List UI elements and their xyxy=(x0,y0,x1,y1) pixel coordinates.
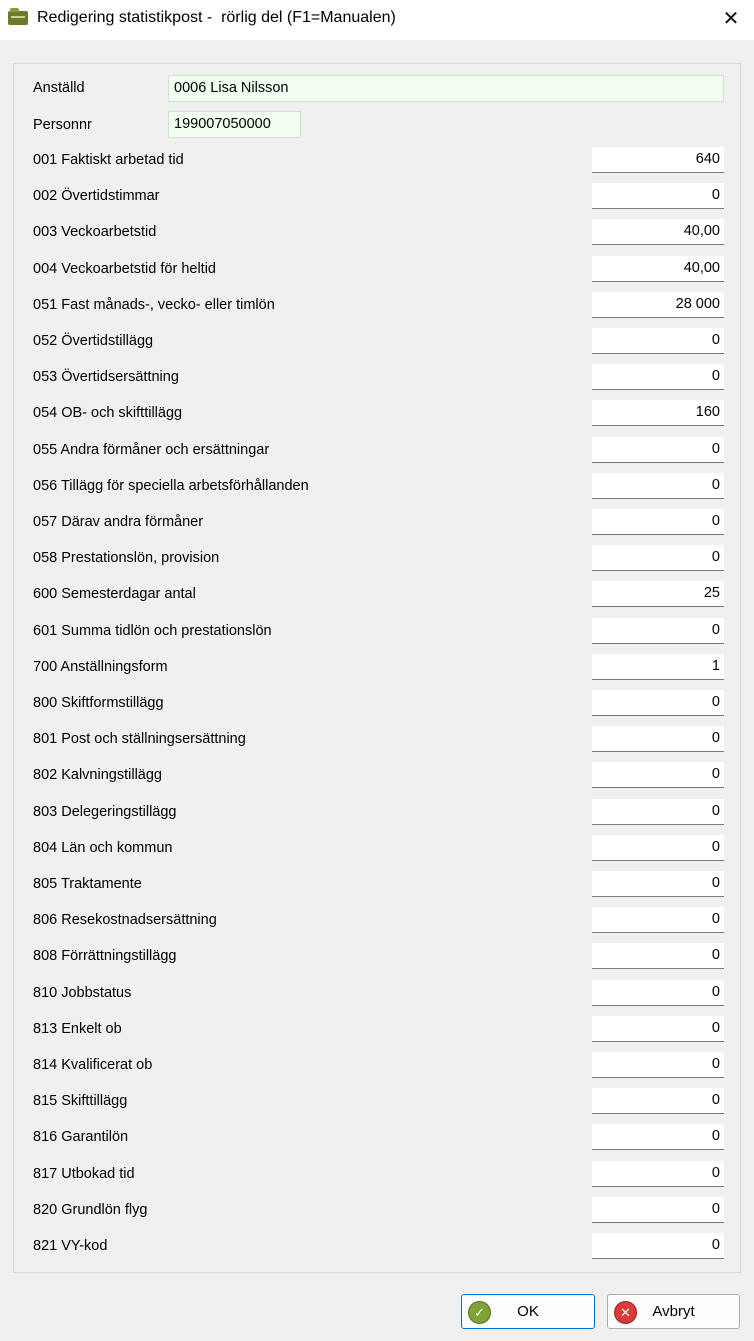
field-value-input[interactable]: 40,00 xyxy=(592,256,724,282)
field-label: 817 Utbokad tid xyxy=(33,1165,135,1182)
field-value-input[interactable]: 0 xyxy=(592,1161,724,1187)
field-value-input[interactable]: 0 xyxy=(592,690,724,716)
field-value-input[interactable]: 0 xyxy=(592,545,724,571)
field-label: 058 Prestationslön, provision xyxy=(33,550,220,567)
field-value-input[interactable]: 0 xyxy=(592,943,724,969)
cancel-icon: ✕ xyxy=(614,1301,637,1324)
field-value-input[interactable]: 0 xyxy=(592,328,724,354)
field-label: 053 Övertidsersättning xyxy=(33,369,179,386)
ok-button-label: OK xyxy=(517,1303,539,1320)
field-value-input[interactable]: 0 xyxy=(592,183,724,209)
field-value-input[interactable]: 0 xyxy=(592,618,724,644)
field-label: 816 Garantilön xyxy=(33,1129,129,1146)
field-value-input[interactable]: 0 xyxy=(592,473,724,499)
field-label: 814 Kvalificerat ob xyxy=(33,1057,153,1073)
field-value-input[interactable]: 640 xyxy=(592,147,724,173)
title-bar xyxy=(0,0,754,40)
field-value-input[interactable]: 0 xyxy=(592,799,724,825)
field-value-input[interactable]: 0 xyxy=(592,437,724,463)
field-label: 804 Län och kommun xyxy=(33,839,173,856)
field-value-input[interactable]: 25 xyxy=(592,581,724,607)
field-label: 813 Enkelt ob xyxy=(33,1020,122,1037)
field-label: 055 Andra förmåner och ersättningar xyxy=(33,441,270,458)
personnr-label: Personnr xyxy=(33,117,92,133)
employee-label: Anställd xyxy=(33,80,85,96)
field-label: 700 Anställningsform xyxy=(33,658,168,675)
field-label: 820 Grundlön flyg xyxy=(33,1201,148,1218)
field-value-input[interactable]: 0 xyxy=(592,980,724,1006)
field-label: 057 Därav andra förmåner xyxy=(33,514,204,530)
cancel-button-label: Avbryt xyxy=(652,1303,695,1320)
field-value-input[interactable]: 0 xyxy=(592,871,724,897)
ok-button[interactable] xyxy=(461,1294,595,1329)
field-value-input[interactable]: 0 xyxy=(592,1052,724,1078)
field-label: 600 Semesterdagar antal xyxy=(33,586,196,603)
employee-field[interactable]: 0006 Lisa Nilsson xyxy=(168,75,724,102)
checkmark-icon: ✓ xyxy=(468,1301,491,1324)
field-label: 806 Resekostnadsersättning xyxy=(33,912,217,929)
field-label: 001 Faktiskt arbetad tid xyxy=(33,152,184,168)
field-value-input[interactable]: 0 xyxy=(592,835,724,861)
field-value-input[interactable]: 0 xyxy=(592,1016,724,1042)
field-label: 002 Övertidstimmar xyxy=(33,188,160,205)
field-value-input[interactable]: 40,00 xyxy=(592,219,724,245)
field-label: 803 Delegeringstillägg xyxy=(33,803,177,820)
folder-app-icon xyxy=(8,11,28,25)
field-value-input[interactable]: 0 xyxy=(592,907,724,933)
field-label: 805 Traktamente xyxy=(33,876,142,892)
field-label: 801 Post och ställningsersättning xyxy=(33,731,246,748)
field-label: 051 Fast månads-, vecko- eller timlön xyxy=(33,296,275,313)
field-value-input[interactable]: 0 xyxy=(592,762,724,788)
close-button[interactable] xyxy=(708,0,754,36)
field-value-input[interactable]: 160 xyxy=(592,400,724,426)
field-label: 800 Skiftformstillägg xyxy=(33,695,164,711)
field-label: 821 VY-kod xyxy=(33,1238,108,1254)
field-value-input[interactable]: 0 xyxy=(592,364,724,390)
field-label: 815 Skifttillägg xyxy=(33,1093,128,1110)
field-value-input[interactable]: 0 xyxy=(592,1233,724,1259)
field-value-input[interactable]: 0 xyxy=(592,1197,724,1223)
personnr-field[interactable]: 199007050000 xyxy=(168,111,301,138)
field-label: 601 Summa tidlön och prestationslön xyxy=(33,622,272,639)
close-icon: ✕ xyxy=(722,7,740,30)
field-value-input[interactable]: 0 xyxy=(592,726,724,752)
field-label: 056 Tillägg för speciella arbetsförhållanden xyxy=(33,477,309,494)
field-label: 003 Veckoarbetstid xyxy=(33,224,157,241)
field-value-input[interactable]: 0 xyxy=(592,1088,724,1114)
field-label: 052 Övertidstillägg xyxy=(33,333,154,349)
field-label: 810 Jobbstatus xyxy=(33,984,132,1001)
cancel-button[interactable] xyxy=(607,1294,740,1329)
field-label: 802 Kalvningstillägg xyxy=(33,767,162,784)
field-value-input[interactable]: 1 xyxy=(592,654,724,680)
field-label: 808 Förrättningstillägg xyxy=(33,948,177,965)
field-value-input[interactable]: 28 000 xyxy=(592,292,724,318)
field-value-input[interactable]: 0 xyxy=(592,509,724,535)
field-label: 004 Veckoarbetstid för heltid xyxy=(33,260,216,277)
field-label: 054 OB- och skifttillägg xyxy=(33,405,183,422)
window-title: Redigering statistikpost - rörlig del (F1=Manualen) xyxy=(37,9,396,26)
field-value-input[interactable]: 0 xyxy=(592,1124,724,1150)
